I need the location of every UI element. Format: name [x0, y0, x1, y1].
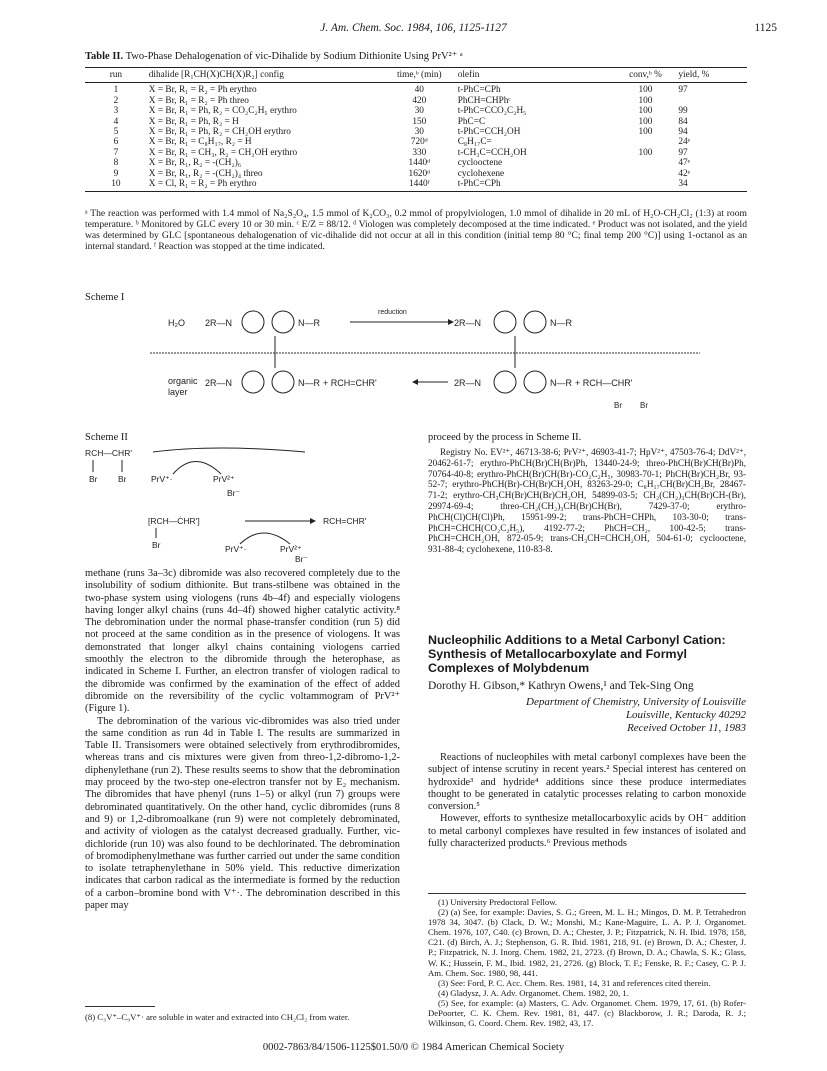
bromide-label: Br⁻ [227, 488, 240, 498]
article-title: Nucleophilic Additions to a Metal Carbonyl Cation: Synthesis of Metallocarboxylate and Formyl Complexes of Molybdenum [428, 633, 726, 675]
affiliation [428, 696, 746, 735]
scheme-2-diagram [85, 444, 405, 562]
scheme-1-diagram [150, 300, 710, 415]
table-row [85, 127, 747, 137]
copyright-footer: 0002-7863/84/1506-1125$01.50/0 © 1984 American Chemical Society [262, 1042, 565, 1053]
col-header: dihalide [R₁CH(X)CH(X)R₂] config [147, 68, 383, 83]
bromide-label: Br⁻ [295, 554, 308, 562]
pyridine-ring [524, 371, 546, 393]
organic-layer-label: layer [168, 387, 188, 397]
received-date: Received October 11, 1983 [627, 722, 746, 734]
table-cell: 24ᵉ [678, 137, 691, 148]
table-cell: 1 [113, 85, 119, 96]
pyridine-ring [242, 311, 264, 333]
table-cell: 6 [113, 137, 119, 148]
table-row [85, 169, 747, 179]
table-row [85, 179, 747, 192]
table-cell: 30 [414, 106, 424, 117]
radical-cation-label: PrV⁺· [151, 474, 173, 484]
pyridine-ring [494, 311, 516, 333]
table-cell: 40 [414, 85, 424, 96]
bromine-label: Br [640, 401, 648, 410]
col-header: time,ᵇ (min) [383, 68, 456, 83]
paragraph: Reactions of nucleophiles with metal carbonyl complexes have been the subject of intense scrutiny in recent years.² Special interest has centered on hydroxide³ and hydride⁴ additions since these produce intermediates thought to be generated in catalytic processes relating to carbon monoxide conversion.⁵ [428, 752, 746, 813]
olefin-product: RCH=CHR' [323, 516, 367, 526]
affiliation-dept: Department of Chemistry, University of Louisville [526, 696, 746, 708]
table-cell: 100 [638, 106, 653, 117]
table-cell: 100 [638, 85, 653, 96]
table-cell: 100 [638, 127, 653, 138]
table-cell: cyclohexene [457, 168, 505, 179]
viologen-right-olefin: N—R + RCH=CHR' [298, 378, 377, 388]
table-cell [615, 158, 677, 168]
affiliation-city: Louisville, Kentucky 40292 [625, 709, 746, 721]
reduced-viologen-left: 2R—N [454, 318, 482, 328]
radical-cation-label: PrV⁺· [225, 544, 247, 554]
table-cell: 47ᵉ [678, 158, 691, 169]
table-cell [676, 96, 747, 106]
table-cell: X = Br, R₁ = C₈H₁₇, R₂ = H [148, 137, 252, 148]
table-title: Two-Phase Dehalogenation of vic-Dihalide by Sodium Dithionite Using PrV²⁺ ᵃ [125, 51, 463, 62]
journal-citation: J. Am. Chem. Soc. 1984, 106, 1125-1127 [320, 22, 507, 34]
table-cell: 4 [113, 116, 119, 127]
col-header: run [85, 68, 147, 83]
reduction-label: reduction [378, 309, 407, 316]
table-cell: 330 [412, 147, 427, 158]
left-footnote: (8) C₃V⁺–C₉V⁺· are soluble in water and extracted into CH₂Cl₂ from water. [85, 1012, 350, 1022]
viologen-left-n: 2R—N [205, 318, 233, 328]
organic-phase-label: organic [168, 376, 198, 386]
table-footnote: ᵃ The reaction was performed with 1.4 mmol of Na₂S₂O₄, 1.5 mmol of K₂CO₃, 0.2 mmol of propylviologen, 1.0 mmol of dihalide in 20 mL of H₂O-CH₂Cl₂ (1:3) at room temperature. ᵇ Monitored by GLC every 10 or 30 min. ᶜ E/Z = 88/12. ᵈ Viologen was completely decomposed at the time indicated. ᵉ Product was not isolated, and the yield was determined by GLC [spontaneous dehalogenation of vic-dihalide did not occur at all in this condition (initial temp 80 °C; final temp 200 °C)] using 1-octanol as an internal standard. ᶠ Reaction was stopped at the time indicated. [85, 208, 747, 252]
reference: (2) (a) See, for example: Davies, S. G.; Green, M. L. H.; Mingos, D. M. P. Tetrahedron 1978 34, 3047. (b) Clack, D. W.; Monshi, M.; Kane-Maguire, L. A. P. J. Organomet. Chem. 1976, 107, C40. (c) Brown, D. A.; Chester, J. P.; Fitzpatrick, N. H. Ibid. 1978, 158, C21. (d) Birch, A. J.; Stephenson, G. R. Ibid. 1981, 218, 91. (e) Brown, D. A.; Chester, J. P.; Fitzpatrick, N. J. Inorg. Chem. 1982, 21, 2723. (f) Brown, D. A.; Chawla, S. K.; Glass, W. K.; Hussein, F. M., Ibid. 1982, 21, 2726. (g) Block, T. F.; Fenske, R. F.; Casey, C. P. J. Am. Chem. Soc. 1980, 98, 441. [428, 907, 746, 978]
table-row [85, 137, 747, 147]
table-cell: 97 [678, 147, 688, 158]
table-cell [615, 137, 677, 147]
pyridine-ring [242, 371, 264, 393]
table-cell: 100 [638, 147, 653, 158]
table-cell: 30 [414, 127, 424, 138]
paragraph: methane (runs 3a–3c) dibromide was also recovered completely due to the insolubility of sodium dithionite. But trans-stilbene was obtained in the two-phase system using viologens (runs 4b–4f) and especially viologens having longer alkyl chains (runs 4d–4f) showed higher catalytic activity.⁸ The debromination under the normal phase-transfer condition (run 5) did not proceed at the same condition as in the presence of viologens. It was demonstrated that longer alkyl chains containing viologens carried smoothly the electron to the dibromide through the heterophase, as indicated in Scheme I. Further, an electron transfer of viologen radical to the dibromide was confirmed by the examination of the effect of added dibromide on the reversibility of the cyclic voltammogram of PrV²⁺ (Figure 1). [85, 568, 400, 715]
table-cell: t-PhC=CPh [457, 85, 501, 96]
table-cell: X = Br, R₁, R₂ = -(CH₂)₆ [148, 158, 242, 169]
table-cell: cyclooctene [457, 158, 503, 169]
table-cell: 9 [113, 168, 119, 179]
table-row [85, 117, 747, 127]
col-header: conv,ᵇ % [615, 68, 677, 83]
reduced-viologen-left: 2R—N [454, 378, 482, 388]
table-cell: t-PhC=CCO₂C₂H₅ [457, 106, 527, 117]
pyridine-ring [524, 311, 546, 333]
reference: (3) See: Ford, P. C. Acc. Chem. Res. 1981, 14, 31 and references cited therein. [438, 977, 711, 988]
table-cell: PhC=C [457, 116, 486, 127]
table-caption [85, 50, 463, 62]
col-header: yield, % [676, 68, 747, 83]
pyridine-ring [272, 311, 294, 333]
table-cell: 720ᵈ [410, 137, 428, 148]
table-row [85, 148, 747, 158]
table-cell: 42ᵉ [678, 168, 691, 179]
table-cell: 3 [113, 106, 119, 117]
table-cell: t-PhC=CCH₂OH [457, 127, 521, 138]
dibromide-label: RCH—CHR' [85, 448, 132, 458]
table-label: Table II. [85, 51, 124, 62]
dication-label: PrV²⁺ [280, 544, 302, 554]
table-cell: X = Br, R₁ = R₂ = Ph erythro [148, 85, 257, 96]
table-cell: 100 [638, 95, 653, 106]
dication-label: PrV²⁺ [213, 474, 235, 484]
scheme-2-label: Scheme II [85, 432, 128, 443]
table-cell: X = Br, R₁, R₂ = -(CH₂)₄ threo [148, 168, 263, 179]
table-cell: 150 [412, 116, 427, 127]
bromine-label: Br [614, 401, 622, 410]
pyridine-ring [272, 371, 294, 393]
scheme-1-label: Scheme I [85, 292, 125, 303]
right-column-text [428, 752, 746, 850]
table-cell: 99 [678, 106, 688, 117]
table-cell: PhCH=CHPhᶜ [457, 95, 511, 106]
reduced-viologen-right: N—R [550, 318, 572, 328]
viologen-right-n: N—R [298, 318, 320, 328]
table-cell: 1440ᵈ [408, 158, 431, 169]
reduced-viologen-dibromide: N—R + RCH—CHR' [550, 378, 633, 388]
radical-intermediate: [RCH—ĊHR'] [148, 516, 200, 526]
table-cell: 34 [676, 179, 747, 192]
table-cell: 94 [678, 127, 688, 138]
table-cell: 1440ᶠ [383, 179, 456, 192]
table-cell: X = Br, R₁ = Ph, R₂ = CH₂OH erythro [148, 127, 291, 138]
pyridine-ring [494, 371, 516, 393]
reference: (1) University Predoctoral Fellow. [438, 897, 558, 907]
table-cell: X = Cl, R₁ = R₂ = Ph erythro [147, 179, 383, 192]
table-cell: C₈H₁₇C= [457, 137, 492, 148]
table-row [85, 83, 747, 96]
table-header-row [85, 68, 747, 83]
table-cell: 7 [113, 147, 119, 158]
table-cell: X = Br, R₁ = Ph, R₂ = CO₂C₂H₅ erythro [148, 106, 297, 117]
table-cell: 8 [113, 158, 119, 169]
bromine-label: Br [118, 474, 127, 484]
table-cell: 1620ᵈ [408, 168, 431, 179]
bromine-label: Br [89, 474, 98, 484]
table-row [85, 106, 747, 116]
table-row [85, 158, 747, 168]
table-cell: X = Br, R₁ = CH₃, R₂ = CH₂OH erythro [148, 147, 298, 158]
table-cell: 97 [678, 85, 688, 96]
table-cell: 5 [113, 127, 119, 138]
reference: (4) Gladysz, J. A. Adv. Organomet. Chem. 1982, 20, 1. [438, 987, 629, 998]
page-number: 1125 [754, 22, 777, 34]
table-cell [615, 169, 677, 179]
registry-numbers: Registry No. EV²⁺, 46713-38-6; PrV²⁺, 46903-41-7; HpV²⁺, 47503-76-4; DdV²⁺, 20462-61-7; erythro-PhCH(Br)CH(Br)Ph, 13440-24-9; threo-PhCH(Br)CH(Br)Ph, 70764-40-8; erythro-PhCH(Br)CH(Br)-CO₂C₂H₅, 30983-70-1; PhCH(Br)CH₂Br, 93-52-7; erythro-PhCH(Br)-CH(Br)CH₂OH, 83263-29-0; C₈H₁₇CH(Br)CH₂Br, 28467-71-2; erythro-CH₃CH(Br)CH(Br)CH₂OH, 54899-03-5; CH₂(CH₂)₃CH(Br)CH-(Br), 29974-69-4; threo-CH₂(CH₂)₃CH(Br)CH(Br), 7429-37-0; erythro-PhCH(Cl)CH(Cl)Ph, 15951-99-2; trans-PhCH=CHPh, 103-30-0; trans-PhCH=CHCH(CO₂C₂H₅), 4192-77-2; PhCH=CH₂, 100-42-5; trans-PhCH=CHCH₂OH, 872-05-9; trans-CH₃CH=CHCH₂OH, 504-61-0; cyclooctene, 931-88-4; cyclohexene, 110-83-8. [428, 447, 746, 555]
table-cell: t-CH₃C=CCH₂OH [457, 147, 527, 158]
table-cell: 420 [412, 95, 427, 106]
table-cell [615, 179, 677, 192]
col-header: olefin [456, 68, 615, 83]
right-intro: proceed by the process in Scheme II. [428, 432, 582, 443]
bromine-label: Br [152, 540, 161, 550]
table-cell: 10 [85, 179, 147, 192]
table-row [85, 96, 747, 106]
table-cell: 84 [678, 116, 688, 127]
table-cell: X = Br, R₁ = Ph, R₂ = H [148, 116, 239, 127]
water-phase-label: H₂O [168, 318, 185, 328]
table-cell: 100 [638, 116, 653, 127]
paragraph: However, efforts to synthesize metallocarboxylic acids by OH⁻ addition to metal carbonyl complexes have resulted in few instances of isolated and fully characterized products.⁶ Previous methods [428, 813, 746, 850]
article-authors: Dorothy H. Gibson,* Kathryn Owens,¹ and Tek-Sing Ong [428, 680, 694, 692]
reference: (5) See, for example: (a) Masters, C. Adv. Organomet. Chem. 1979, 17, 61. (b) Rofer-DePoorter, C. K. Chem. Rev. 1981, 81, 447. (c) Blackborow, J. R.; Daroda, R. J.; Wilkinson, G. Coord. Chem. Rev. 1982, 43, 17. [428, 997, 746, 1029]
table-cell: t-PhC=CPh [456, 179, 615, 192]
table-cell: 2 [113, 95, 119, 106]
references [428, 897, 746, 1028]
paragraph: The debromination of the various vic-dibromides was also tried under the same condition as run 4d in Table I. The results are summarized in Table II. Transisomers were obtained selectively from erythrodibromides, whereas trans and cis mixtures were given from threo-1,2-dibromo-1,2-diphenylethane (run 2). These results seems to show that the debromination may proceed by the two-step one-electron transfer not by E₂ mechanism. The dibromides that have phenyl (runs 1–5) or alkyl (run 7) groups were debrominated quantitatively. On the other hand, cyclic dibromides (runs 8 and 9) or 1,2-dibromoalkane (run 9) were not completely debrominated, and activity of viologen as the catalyst decreased gradually. Further, vic-dichloride (run 10) was also found to be dechlorinated. The debromination of bromodiphenylmethane was further carried out under the same condition to isolate tetraphenylethane in 50% yield. This reductive dimerization indicates that carbon radical as the intermediate is formed by the reduction of a carbon–bromine bond with V⁺·. The debromination described in this paper may [85, 715, 400, 912]
viologen-left-n: 2R—N [205, 378, 233, 388]
left-column-text [85, 568, 400, 912]
table-cell: X = Br, R₁ = R₂ = Ph threo [148, 95, 249, 106]
results-table [85, 67, 747, 192]
